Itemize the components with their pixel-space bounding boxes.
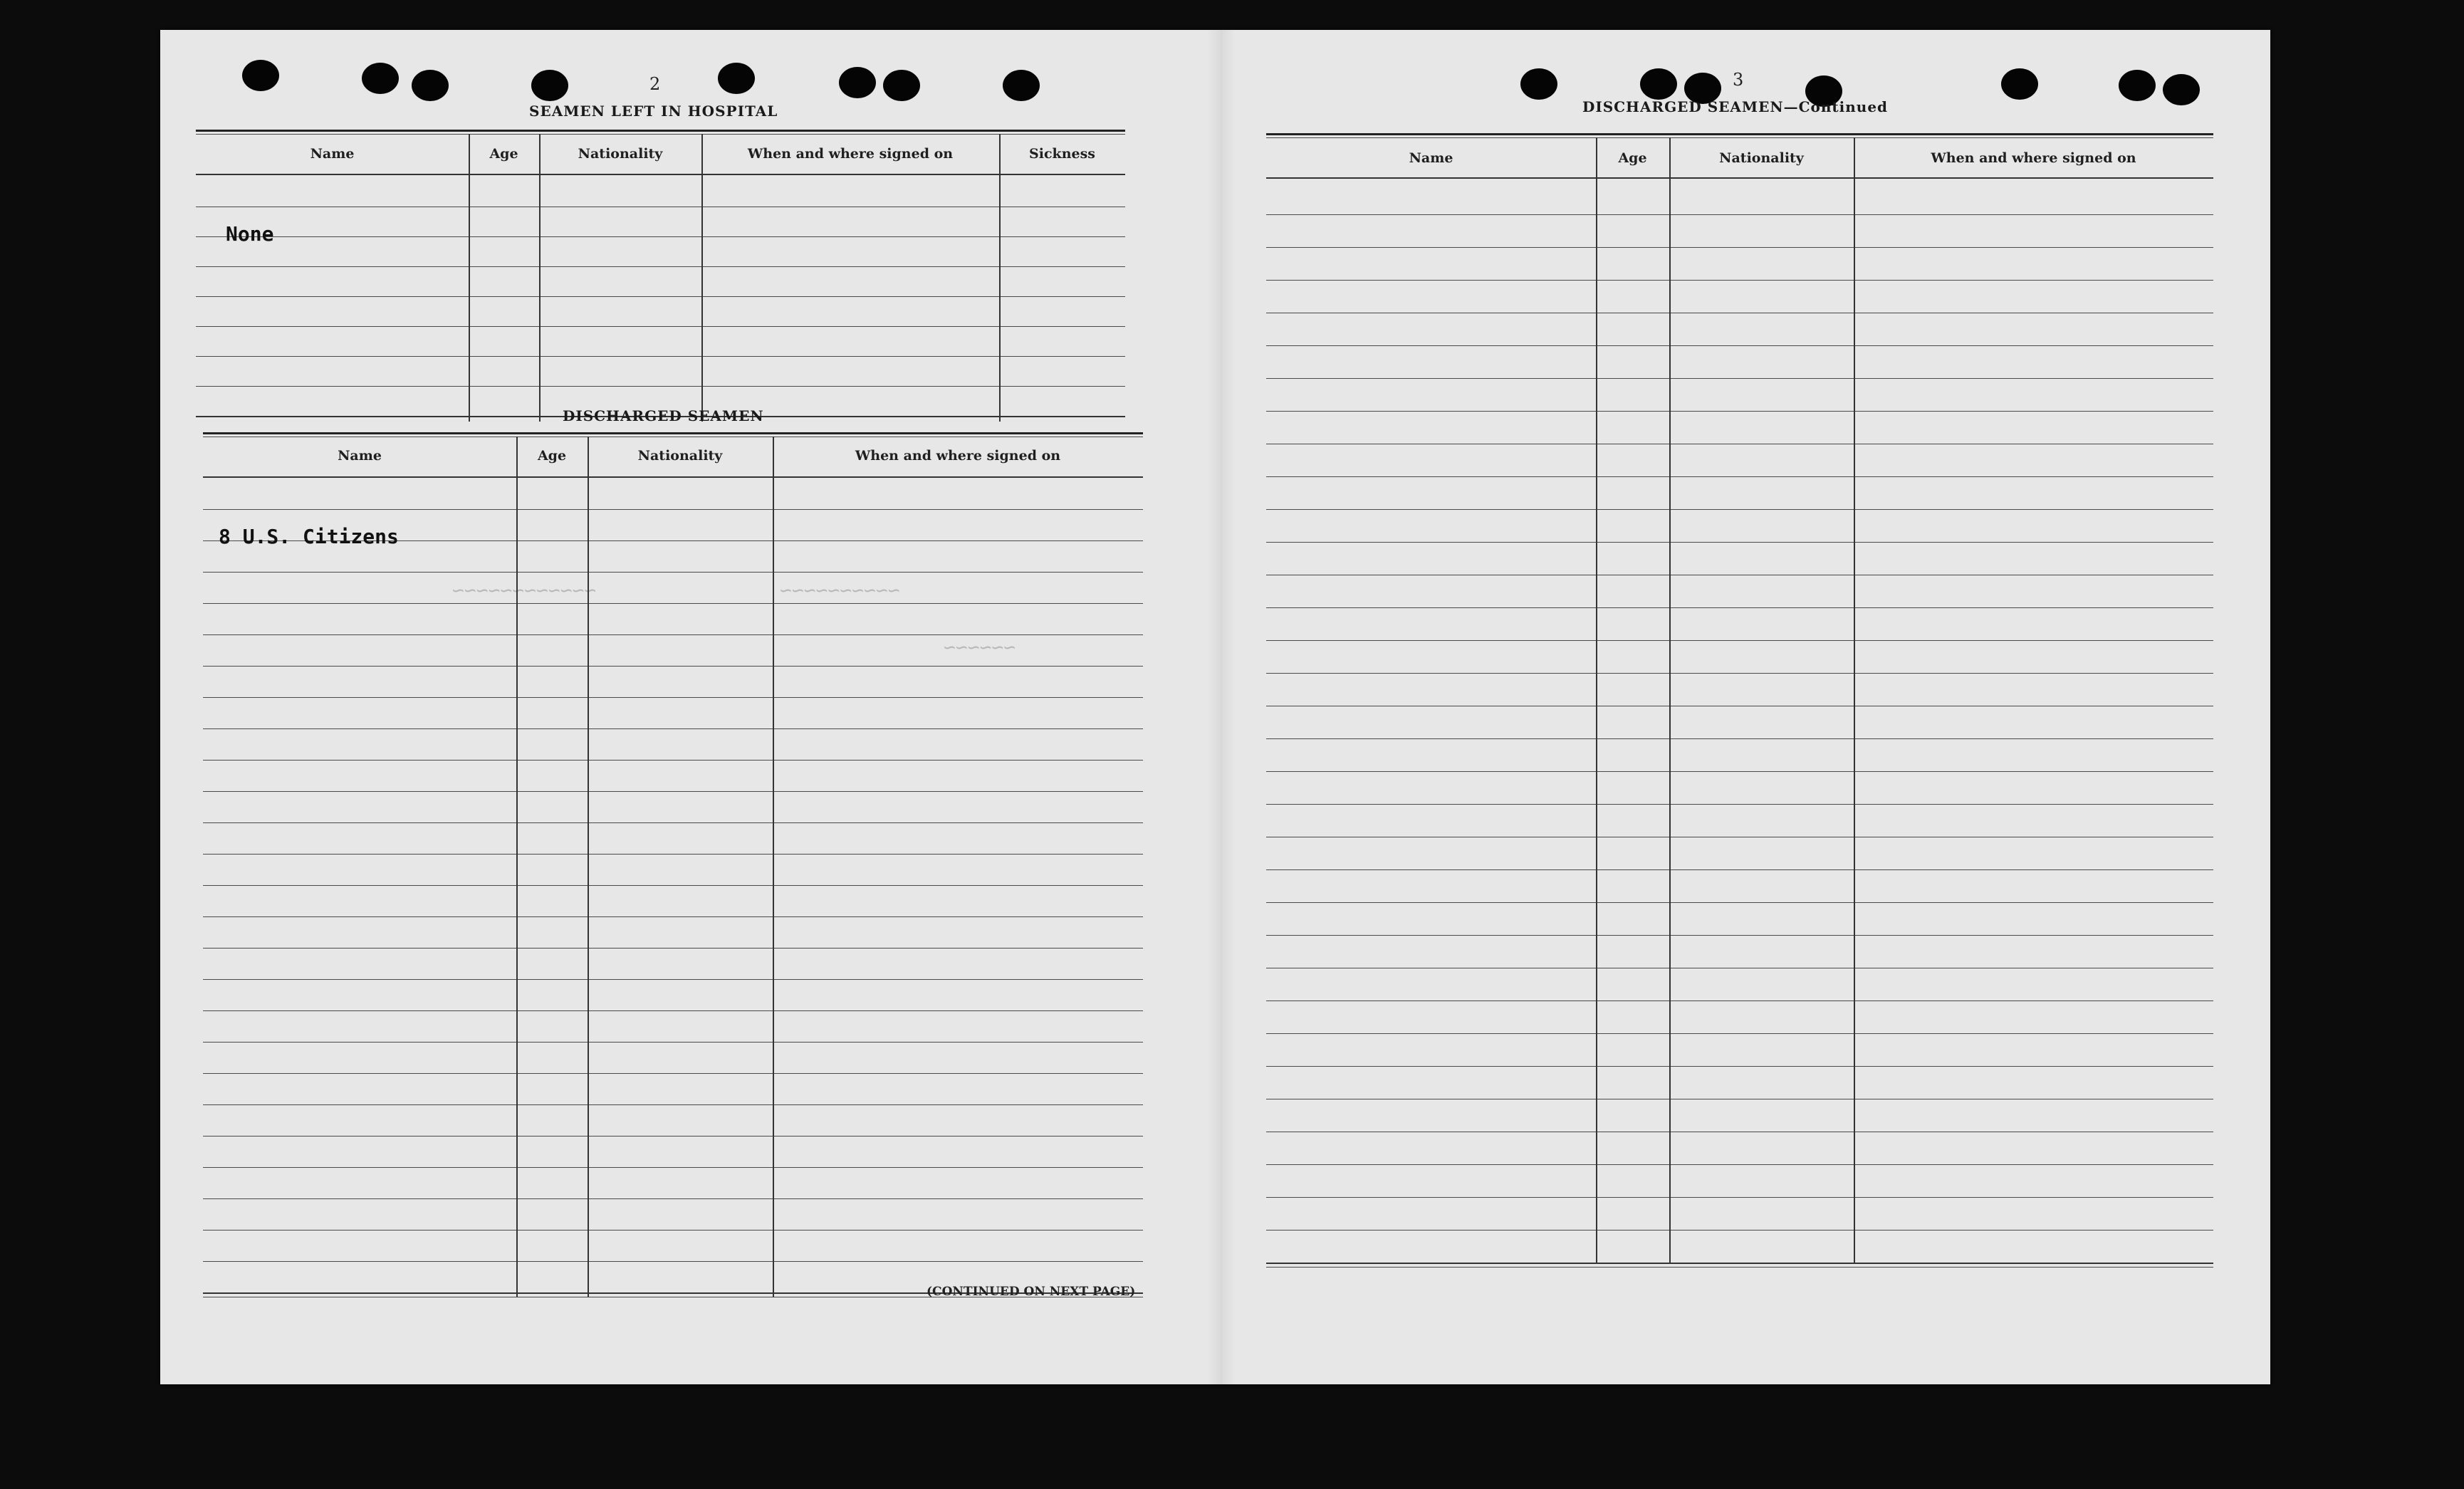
- hospital-col-nationality: Nationality: [578, 146, 663, 162]
- punch-hole: [718, 63, 755, 94]
- continued-note: (CONTINUED ON NEXT PAGE): [926, 1285, 1136, 1299]
- continued-col-nationality: Nationality: [1719, 150, 1804, 166]
- hospital-section-title: SEAMEN LEFT IN HOSPITAL: [529, 103, 778, 120]
- hospital-col-name: Name: [310, 146, 355, 162]
- punch-hole: [412, 70, 449, 101]
- continued-col-name: Name: [1409, 150, 1453, 166]
- punch-hole: [2163, 74, 2200, 105]
- discharged-continued-title: DISCHARGED SEAMEN—Continued: [1582, 98, 1889, 115]
- discharged-entry: 8 U.S. Citizens: [219, 525, 399, 548]
- punch-hole: [883, 70, 920, 101]
- punch-hole: [1640, 68, 1677, 100]
- punch-hole: [531, 70, 568, 101]
- center-fold: [1207, 30, 1236, 1384]
- punch-hole: [839, 67, 876, 98]
- continued-col-age: Age: [1618, 150, 1647, 166]
- page-number-right: 3: [1733, 70, 1744, 90]
- discharged-table: [203, 432, 1143, 1315]
- hospital-col-age: Age: [489, 146, 518, 162]
- bleed-through-mark: ~~~~~~~~~~: [780, 578, 900, 602]
- discharged-continued-table: [1266, 133, 2213, 1305]
- discharged-col-nationality: Nationality: [637, 448, 723, 464]
- hospital-table: [196, 130, 1125, 422]
- punch-hole: [1003, 70, 1040, 101]
- continued-col-signed-on: When and where signed on: [1931, 150, 2136, 166]
- page-number-left: 2: [649, 74, 661, 94]
- discharged-section-title: DISCHARGED SEAMEN: [563, 407, 764, 424]
- discharged-col-name: Name: [338, 448, 382, 464]
- bleed-through-mark: ~~~~~~~~~~~~: [452, 578, 597, 602]
- discharged-col-signed-on: When and where signed on: [855, 448, 1061, 464]
- punch-hole: [2001, 68, 2038, 100]
- punch-hole: [2119, 70, 2156, 101]
- punch-hole: [242, 60, 279, 91]
- discharged-col-age: Age: [537, 448, 567, 464]
- punch-hole: [1520, 68, 1557, 100]
- hospital-col-sickness: Sickness: [1029, 146, 1095, 162]
- hospital-entry: None: [226, 222, 274, 246]
- manifest-sheet: [160, 30, 2270, 1384]
- bleed-through-mark: ~~~~~~: [944, 635, 1016, 659]
- punch-hole: [362, 63, 399, 94]
- hospital-col-signed-on: When and where signed on: [747, 146, 954, 162]
